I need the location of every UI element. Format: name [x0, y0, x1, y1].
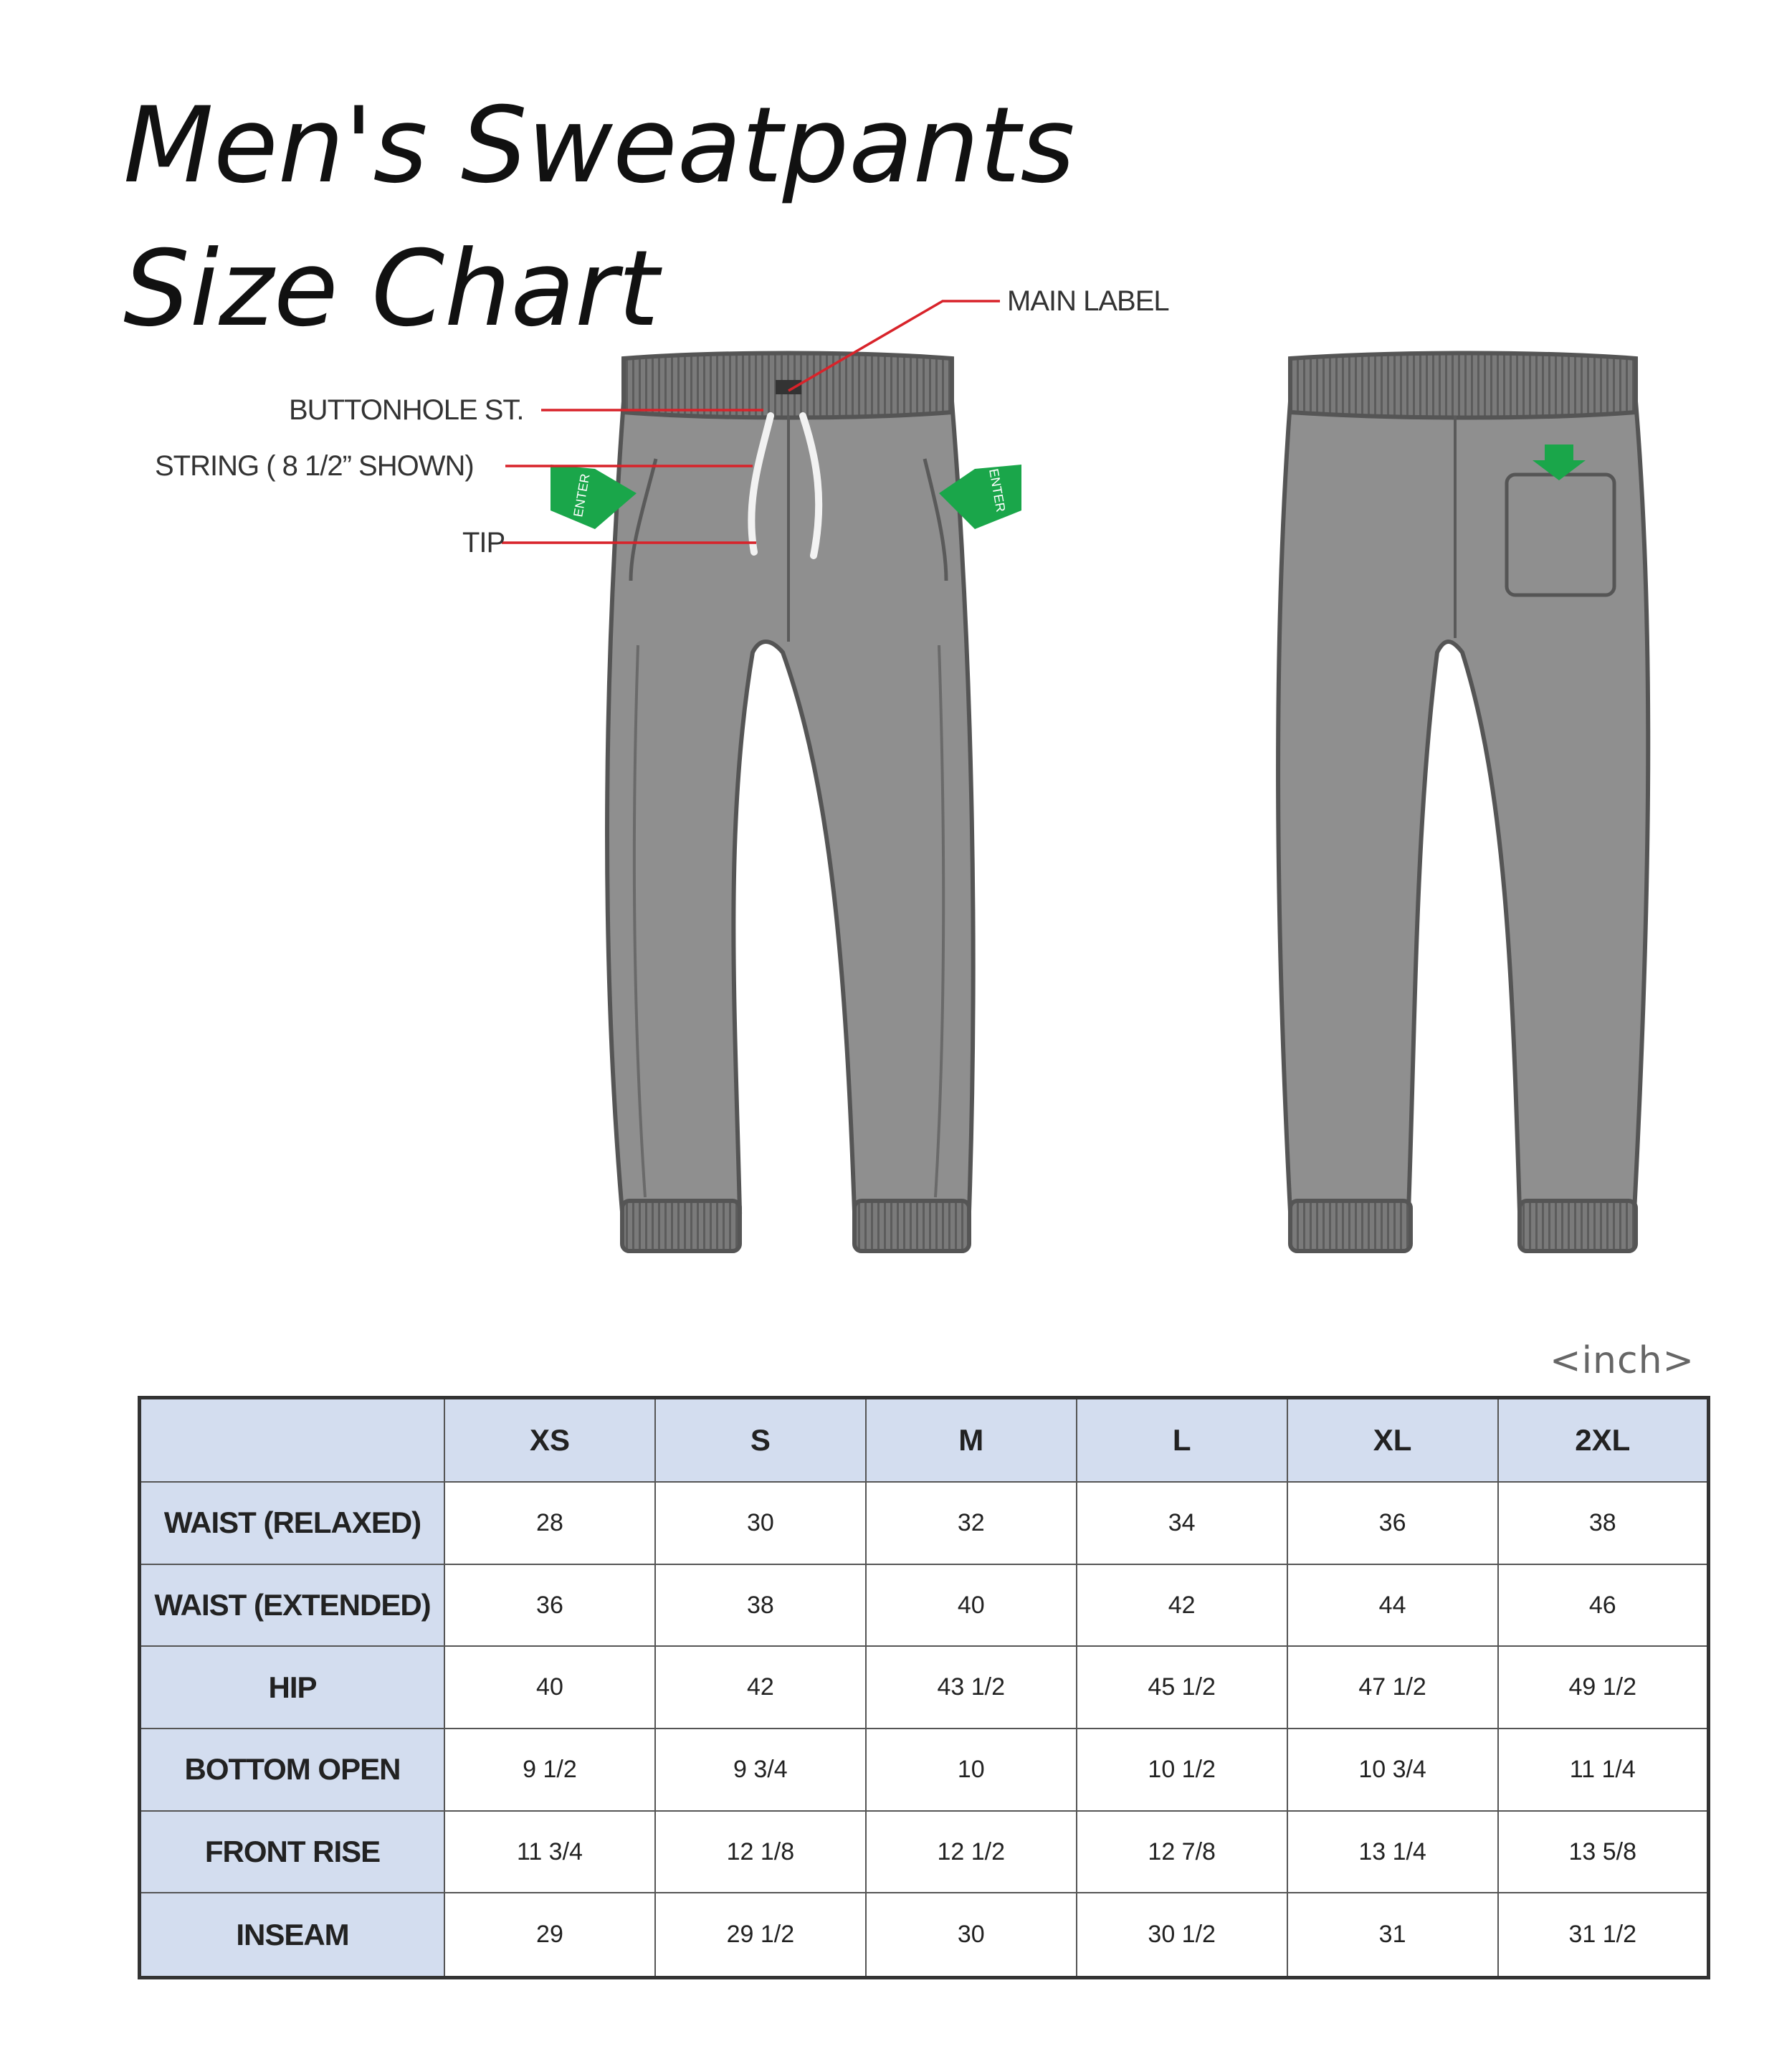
- main-label-tag: [776, 380, 801, 394]
- table-cell: 30: [655, 1482, 866, 1564]
- table-cell: 45 1/2: [1077, 1646, 1287, 1729]
- callout-buttonhole: BUTTONHOLE ST.: [289, 394, 524, 426]
- table-cell: 11 1/4: [1498, 1729, 1709, 1811]
- table-cell: 29: [444, 1893, 655, 1977]
- table-cell: 46: [1498, 1564, 1709, 1647]
- table-cell: 9 1/2: [444, 1729, 655, 1811]
- table-cell: 31 1/2: [1498, 1893, 1709, 1977]
- table-cell: 49 1/2: [1498, 1646, 1709, 1729]
- table-cell: 36: [444, 1564, 655, 1647]
- back-pants-body: [1278, 401, 1648, 1212]
- table-cell: 10 1/2: [1077, 1729, 1287, 1811]
- row-label: WAIST (EXTENDED): [140, 1564, 445, 1647]
- green-tag-left-text: ENTER: [571, 472, 593, 518]
- table-cell: 30: [866, 1893, 1077, 1977]
- row-label: FRONT RISE: [140, 1811, 445, 1893]
- table-cell: 42: [655, 1646, 866, 1729]
- table-cell: 38: [1498, 1482, 1709, 1564]
- row-label: BOTTOM OPEN: [140, 1729, 445, 1811]
- size-header: XL: [1287, 1398, 1498, 1483]
- front-view: [551, 353, 1021, 1252]
- row-label: WAIST (RELAXED): [140, 1482, 445, 1564]
- table-cell: 44: [1287, 1564, 1498, 1647]
- title-line-2: Size Chart: [123, 228, 659, 350]
- table-cell: 9 3/4: [655, 1729, 866, 1811]
- size-header: M: [866, 1398, 1077, 1483]
- table-row: [140, 1811, 1709, 1893]
- front-pants-body: [607, 401, 973, 1212]
- table-cell: 42: [1077, 1564, 1287, 1647]
- size-header: XS: [444, 1398, 655, 1483]
- table-cell: 36: [1287, 1482, 1498, 1564]
- back-view: [1278, 353, 1648, 1252]
- table-cell: 12 1/2: [866, 1811, 1077, 1893]
- title-line-1: Men's Sweatpants: [123, 85, 1075, 206]
- table-cell: 10 3/4: [1287, 1729, 1498, 1811]
- size-header: L: [1077, 1398, 1287, 1483]
- callout-main-label: MAIN LABEL: [1007, 285, 1169, 317]
- table-row: [140, 1646, 1709, 1729]
- front-left-cuff: [622, 1201, 740, 1251]
- table-cell: 31: [1287, 1893, 1498, 1977]
- callout-string: STRING ( 8 1/2” SHOWN): [155, 450, 474, 482]
- table-cell: 47 1/2: [1287, 1646, 1498, 1729]
- table-cell: 40: [866, 1564, 1077, 1647]
- table-cell: 12 1/8: [655, 1811, 866, 1893]
- row-label: HIP: [140, 1646, 445, 1729]
- table-row: [140, 1729, 1709, 1811]
- table-cell: 29 1/2: [655, 1893, 866, 1977]
- table-cell: 32: [866, 1482, 1077, 1564]
- table-cell: 13 1/4: [1287, 1811, 1498, 1893]
- back-right-cuff: [1520, 1201, 1636, 1251]
- row-label: INSEAM: [140, 1893, 445, 1977]
- table-row: [140, 1564, 1709, 1647]
- header-corner: [140, 1398, 445, 1483]
- table-row: [140, 1893, 1709, 1977]
- back-waistband: [1290, 353, 1636, 418]
- table-cell: 11 3/4: [444, 1811, 655, 1893]
- table-cell: 34: [1077, 1482, 1287, 1564]
- table-cell: 43 1/2: [866, 1646, 1077, 1729]
- size-table: [138, 1396, 1710, 1979]
- table-cell: 28: [444, 1482, 655, 1564]
- table-cell: 38: [655, 1564, 866, 1647]
- front-right-cuff: [854, 1201, 969, 1251]
- table-cell: 40: [444, 1646, 655, 1729]
- callout-tip: TIP: [462, 527, 505, 558]
- table-cell: 30 1/2: [1077, 1893, 1287, 1977]
- table-cell: 10: [866, 1729, 1077, 1811]
- unit-label: <inch>: [1550, 1339, 1695, 1382]
- size-header: S: [655, 1398, 866, 1483]
- back-left-cuff: [1290, 1201, 1411, 1251]
- green-tag-right-text: ENTER: [986, 467, 1009, 513]
- table-cell: 12 7/8: [1077, 1811, 1287, 1893]
- size-header-row: [140, 1398, 1709, 1483]
- table-cell: 13 5/8: [1498, 1811, 1709, 1893]
- table-row: [140, 1482, 1709, 1564]
- size-header: 2XL: [1498, 1398, 1709, 1483]
